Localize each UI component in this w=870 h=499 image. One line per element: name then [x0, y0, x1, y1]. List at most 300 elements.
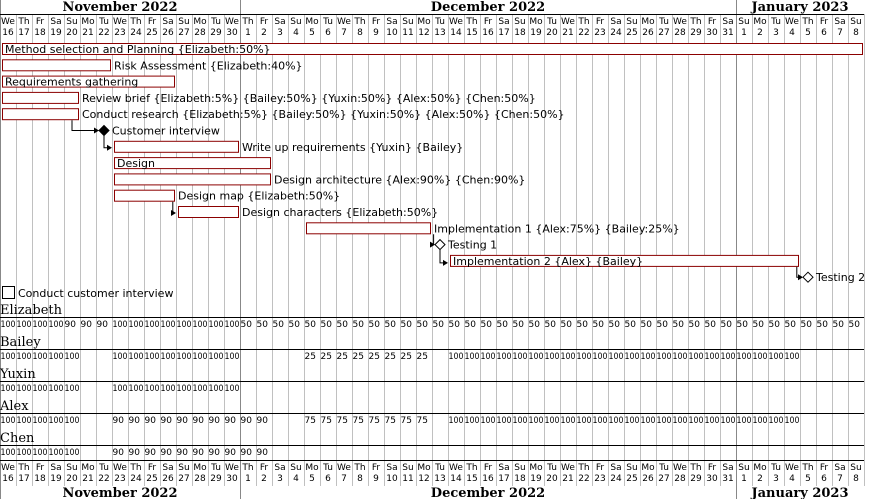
day-number-label: 22	[578, 474, 590, 484]
weekday-label: Tu	[99, 463, 109, 473]
resource-load-value: 50	[496, 320, 508, 330]
resource-load-value: 100	[48, 384, 64, 394]
weekday-label: Su	[850, 463, 862, 473]
weekday-label: Fr	[707, 463, 717, 473]
day-number-label: 15	[466, 28, 478, 38]
resource-load-value: 50	[592, 320, 604, 330]
resource-load-value: 100	[16, 320, 32, 330]
resource-load-value: 100	[496, 352, 512, 362]
weekday-label: Sa	[162, 17, 174, 27]
day-number-label: 23	[594, 28, 606, 38]
resource-load-value: 50	[544, 320, 556, 330]
resource-load-value: 100	[32, 384, 48, 394]
resource-load-value: 100	[640, 352, 656, 362]
resource-load-value: 50	[768, 320, 780, 330]
resource-load-value: 90	[176, 448, 188, 458]
weekday-label: Sa	[834, 463, 846, 473]
resource-load-value: 90	[224, 448, 236, 458]
day-number-label: 23	[114, 474, 126, 484]
resource-load-value: 50	[832, 320, 844, 330]
weekday-label: We	[225, 17, 239, 27]
resource-load-value: 50	[320, 320, 332, 330]
resource-load-value: 90	[112, 416, 124, 426]
weekday-label: Mo	[529, 463, 543, 473]
resource-load-value: 90	[192, 416, 204, 426]
resource-load-value: 100	[112, 384, 128, 394]
resource-load-value: 100	[0, 416, 16, 426]
dependency-arrow-head	[171, 210, 176, 216]
weekday-label: Su	[290, 17, 302, 27]
resource-load-value: 100	[592, 352, 608, 362]
resource-load-value: 50	[304, 320, 316, 330]
day-number-label: 7	[837, 28, 843, 38]
day-number-label: 15	[466, 474, 478, 484]
resource-load-value: 90	[224, 416, 236, 426]
resource-load-value: 100	[64, 416, 80, 426]
weekday-label: Su	[514, 463, 526, 473]
resource-load-value: 50	[784, 320, 796, 330]
resource-load-value: 100	[144, 352, 160, 362]
day-number-label: 25	[626, 474, 638, 484]
day-number-label: 28	[194, 474, 206, 484]
day-number-label: 7	[341, 474, 347, 484]
resource-load-value: 100	[704, 416, 720, 426]
day-number-label: 7	[837, 474, 843, 484]
weekday-label: Fr	[483, 463, 493, 473]
task-bar	[179, 207, 239, 218]
day-number-label: 19	[530, 474, 542, 484]
weekday-label: Su	[178, 463, 190, 473]
resource-load-value: 75	[368, 416, 380, 426]
resource-load-value: 100	[0, 320, 16, 330]
day-number-label: 13	[434, 28, 446, 38]
task-label: Review brief {Elizabeth:5%} {Bailey:50%} {Yuxin:50%} {Alex:50%} {Chen:50%}	[82, 91, 536, 105]
weekday-label: Th	[18, 463, 30, 473]
resource-load-value: 100	[720, 352, 736, 362]
weekday-label: Tu	[659, 17, 669, 27]
resource-load-value: 100	[480, 352, 496, 362]
day-number-label: 21	[562, 28, 574, 38]
resource-load-value: 50	[720, 320, 732, 330]
resource-load-value: 100	[160, 320, 176, 330]
milestone-marker	[803, 272, 813, 282]
day-number-label: 5	[805, 28, 811, 38]
resource-load-value: 100	[624, 352, 640, 362]
resource-load-value: 100	[48, 416, 64, 426]
resource-load-value: 100	[160, 384, 176, 394]
weekday-label: Mo	[193, 17, 207, 27]
weekday-label: Su	[738, 17, 750, 27]
weekday-label: Fr	[35, 17, 45, 27]
task-label: Requirements gathering	[5, 75, 139, 89]
resource-load-value: 100	[144, 384, 160, 394]
resource-load-value: 100	[608, 352, 624, 362]
resource-load-value: 75	[336, 416, 348, 426]
weekday-label: Th	[18, 17, 30, 27]
day-number-label: 22	[98, 474, 110, 484]
resource-load-value: 100	[736, 416, 752, 426]
day-number-label: 23	[594, 474, 606, 484]
weekday-label: Th	[130, 17, 142, 27]
day-number-label: 21	[562, 474, 574, 484]
day-number-label: 3	[773, 474, 779, 484]
resource-load-value: 100	[64, 448, 80, 458]
weekday-label: We	[785, 463, 799, 473]
day-number-label: 29	[210, 28, 222, 38]
day-number-label: 31	[722, 474, 734, 484]
resource-load-value: 100	[448, 352, 464, 362]
resource-load-value: 100	[128, 352, 144, 362]
day-number-label: 29	[690, 28, 702, 38]
day-number-label: 2	[261, 474, 267, 484]
resource-load-value: 90	[256, 416, 268, 426]
weekday-label: Su	[66, 463, 78, 473]
month-label-bottom: December 2022	[430, 486, 546, 499]
resource-load-value: 100	[496, 416, 512, 426]
weekday-label: Mo	[641, 17, 655, 27]
resource-load-value: 100	[16, 352, 32, 362]
day-number-label: 21	[82, 474, 94, 484]
resource-load-value: 100	[480, 416, 496, 426]
day-number-label: 19	[50, 474, 62, 484]
resource-load-value: 100	[768, 352, 784, 362]
resource-load-value: 100	[464, 416, 480, 426]
day-number-label: 5	[309, 474, 315, 484]
resource-load-value: 50	[352, 320, 364, 330]
resource-name: Yuxin	[0, 367, 36, 382]
resource-load-value: 100	[576, 416, 592, 426]
dependency-arrow-head	[443, 260, 448, 266]
task-bar	[115, 190, 175, 201]
day-number-label: 30	[226, 28, 238, 38]
day-number-label: 7	[341, 28, 347, 38]
weekday-label: Fr	[371, 17, 381, 27]
day-number-label: 26	[642, 28, 654, 38]
resource-load-value: 25	[336, 352, 348, 362]
resource-load-value: 100	[208, 384, 224, 394]
weekday-label: Sa	[610, 463, 622, 473]
weekday-label: Su	[738, 463, 750, 473]
day-number-label: 26	[162, 28, 174, 38]
day-number-label: 20	[546, 474, 558, 484]
resource-load-value: 50	[384, 320, 396, 330]
day-number-label: 2	[757, 28, 763, 38]
weekday-label: Tu	[99, 17, 109, 27]
weekday-label: Sa	[722, 17, 734, 27]
weekday-label: Mo	[417, 463, 431, 473]
resource-name: Alex	[0, 399, 29, 414]
weekday-label: Fr	[595, 17, 605, 27]
task-bar	[3, 92, 79, 103]
resource-load-value: 25	[384, 352, 396, 362]
resource-load-value: 100	[112, 352, 128, 362]
resource-load-value: 100	[528, 416, 544, 426]
weekday-label: Mo	[305, 463, 319, 473]
resource-load-value: 100	[128, 320, 144, 330]
resource-load-value: 90	[192, 448, 204, 458]
weekday-label: Tu	[771, 17, 781, 27]
day-number-label: 17	[498, 28, 510, 38]
weekday-label: We	[785, 17, 799, 27]
resource-load-value: 90	[160, 448, 172, 458]
resource-load-value: 100	[64, 352, 80, 362]
resource-load-value: 75	[320, 416, 332, 426]
resource-load-value: 50	[448, 320, 460, 330]
resource-name: Elizabeth	[0, 303, 63, 318]
resource-load-value: 50	[288, 320, 300, 330]
resource-load-value: 100	[192, 384, 208, 394]
day-number-label: 24	[610, 474, 622, 484]
weekday-label: Su	[66, 17, 78, 27]
weekday-label: Fr	[259, 17, 269, 27]
resource-load-value: 100	[176, 352, 192, 362]
resource-load-value: 90	[128, 416, 140, 426]
weekday-label: Tu	[771, 463, 781, 473]
weekday-label: Su	[514, 17, 526, 27]
task-label: Design map {Elizabeth:50%}	[178, 189, 341, 203]
task-bar	[115, 174, 271, 185]
resource-load-value: 100	[656, 352, 672, 362]
day-number-label: 12	[418, 474, 430, 484]
resource-load-value: 50	[272, 320, 284, 330]
resource-load-value: 100	[784, 416, 800, 426]
dependency-arrow	[72, 120, 95, 130]
day-number-label: 16	[482, 28, 494, 38]
dependency-arrow-head	[107, 145, 112, 151]
resource-load-value: 100	[16, 416, 32, 426]
resource-load-value: 50	[848, 320, 860, 330]
resource-load-value: 100	[128, 384, 144, 394]
day-number-label: 4	[789, 474, 795, 484]
resource-load-value: 75	[304, 416, 316, 426]
resource-load-value: 100	[768, 416, 784, 426]
resource-load-value: 50	[816, 320, 828, 330]
resource-load-value: 100	[160, 352, 176, 362]
day-number-label: 25	[626, 28, 638, 38]
day-number-label: 17	[498, 474, 510, 484]
resource-load-value: 50	[800, 320, 812, 330]
day-number-label: 6	[325, 474, 331, 484]
resource-load-value: 100	[224, 352, 240, 362]
day-number-label: 26	[642, 474, 654, 484]
resource-load-value: 100	[0, 352, 16, 362]
resource-load-value: 50	[640, 320, 652, 330]
day-number-label: 28	[674, 28, 686, 38]
day-number-label: 13	[434, 474, 446, 484]
resource-load-value: 50	[528, 320, 540, 330]
weekday-label: Sa	[274, 17, 286, 27]
resource-load-value: 90	[128, 448, 140, 458]
weekday-label: Fr	[595, 463, 605, 473]
day-number-label: 2	[261, 28, 267, 38]
resource-load-value: 100	[784, 352, 800, 362]
task-label: Design architecture {Alex:90%} {Chen:90%}	[274, 173, 526, 187]
day-number-label: 11	[402, 28, 414, 38]
day-number-label: 29	[690, 474, 702, 484]
weekday-label: Mo	[81, 463, 95, 473]
resource-load-value: 50	[624, 320, 636, 330]
resource-load-value: 100	[512, 352, 528, 362]
resource-load-value: 75	[416, 416, 428, 426]
resource-load-value: 50	[416, 320, 428, 330]
resource-load-value: 100	[592, 416, 608, 426]
resource-load-value: 90	[96, 320, 108, 330]
day-number-label: 30	[226, 474, 238, 484]
weekday-label: Sa	[386, 17, 398, 27]
day-number-label: 8	[853, 28, 859, 38]
resource-load-value: 100	[624, 416, 640, 426]
day-number-label: 18	[514, 474, 526, 484]
weekday-label: We	[673, 17, 687, 27]
resource-load-value: 100	[48, 352, 64, 362]
milestone-label: Testing 1	[448, 238, 498, 252]
weekday-label: Su	[850, 17, 862, 27]
resource-load-value: 50	[480, 320, 492, 330]
weekday-label: Th	[802, 17, 814, 27]
weekday-label: We	[337, 463, 351, 473]
resource-load-value: 100	[32, 352, 48, 362]
resource-load-value: 50	[736, 320, 748, 330]
weekday-label: Mo	[753, 463, 767, 473]
day-number-label: 4	[789, 28, 795, 38]
resource-load-value: 90	[80, 320, 92, 330]
resource-load-value: 90	[208, 416, 220, 426]
month-label-top: January 2023	[751, 0, 849, 15]
resource-load-value: 100	[688, 352, 704, 362]
day-number-label: 24	[130, 28, 142, 38]
day-number-label: 12	[418, 28, 430, 38]
weekday-label: Sa	[498, 17, 510, 27]
weekday-label: Sa	[834, 17, 846, 27]
weekday-label: Fr	[147, 17, 157, 27]
resource-load-value: 100	[544, 416, 560, 426]
day-number-label: 28	[194, 28, 206, 38]
day-number-label: 21	[82, 28, 94, 38]
resource-load-value: 50	[400, 320, 412, 330]
day-number-label: 16	[482, 474, 494, 484]
day-number-label: 5	[309, 28, 315, 38]
resource-load-value: 90	[240, 448, 252, 458]
day-number-label: 24	[610, 28, 622, 38]
resource-load-value: 100	[208, 352, 224, 362]
weekday-label: We	[449, 17, 463, 27]
weekday-label: Tu	[323, 17, 333, 27]
resource-load-value: 25	[352, 352, 364, 362]
day-number-label: 27	[658, 28, 670, 38]
day-number-label: 18	[34, 474, 46, 484]
resource-load-value: 100	[464, 352, 480, 362]
day-number-label: 20	[66, 28, 78, 38]
weekday-label: Fr	[259, 463, 269, 473]
resource-load-value: 50	[560, 320, 572, 330]
resource-load-value: 100	[736, 352, 752, 362]
weekday-label: Mo	[305, 17, 319, 27]
weekday-label: Th	[578, 17, 590, 27]
resource-load-value: 100	[704, 352, 720, 362]
day-number-label: 19	[530, 28, 542, 38]
day-number-label: 17	[18, 28, 30, 38]
weekday-label: Mo	[81, 17, 95, 27]
resource-load-value: 100	[512, 416, 528, 426]
resource-load-value: 100	[672, 352, 688, 362]
day-number-label: 23	[114, 28, 126, 38]
weekday-label: We	[449, 463, 463, 473]
weekday-label: We	[113, 463, 127, 473]
day-number-label: 3	[277, 28, 283, 38]
day-number-label: 30	[706, 28, 718, 38]
weekday-label: Sa	[162, 463, 174, 473]
weekday-label: Sa	[498, 463, 510, 473]
resource-load-value: 50	[368, 320, 380, 330]
weekday-label: We	[1, 17, 15, 27]
resource-load-value: 100	[48, 448, 64, 458]
resource-load-value: 100	[176, 384, 192, 394]
weekday-label: We	[337, 17, 351, 27]
resource-load-value: 100	[224, 320, 240, 330]
day-number-label: 27	[658, 474, 670, 484]
resource-load-value: 50	[256, 320, 268, 330]
weekday-label: Tu	[435, 463, 445, 473]
day-number-label: 19	[50, 28, 62, 38]
day-number-label: 30	[706, 474, 718, 484]
task-label: Conduct research {Elizabeth:5%} {Bailey:50%} {Yuxin:50%} {Alex:50%} {Chen:50%}	[82, 108, 565, 122]
task-label: Write up requirements {Yuxin} {Bailey}	[242, 140, 464, 154]
resource-load-value: 50	[576, 320, 588, 330]
weekday-label: We	[1, 463, 15, 473]
resource-load-value: 75	[400, 416, 412, 426]
day-number-label: 22	[98, 28, 110, 38]
resource-load-value: 25	[368, 352, 380, 362]
weekday-label: Th	[354, 17, 366, 27]
milestone-marker	[99, 126, 109, 136]
resource-load-value: 100	[64, 384, 80, 394]
day-number-label: 10	[386, 28, 398, 38]
resource-load-value: 100	[688, 416, 704, 426]
day-number-label: 27	[178, 28, 190, 38]
weekday-label: Th	[354, 463, 366, 473]
weekday-label: Mo	[753, 17, 767, 27]
resource-load-value: 90	[256, 448, 268, 458]
weekday-label: Fr	[147, 463, 157, 473]
resource-load-value: 50	[688, 320, 700, 330]
resource-load-value: 100	[192, 320, 208, 330]
weekday-label: Fr	[483, 17, 493, 27]
resource-name: Bailey	[0, 335, 41, 350]
weekday-label: Su	[402, 17, 414, 27]
weekday-label: Sa	[50, 463, 62, 473]
weekday-label: Th	[466, 463, 478, 473]
resource-load-value: 100	[528, 352, 544, 362]
day-number-label: 1	[741, 474, 747, 484]
month-label-top: December 2022	[430, 0, 546, 15]
resource-load-value: 100	[144, 320, 160, 330]
weekday-label: Tu	[547, 17, 557, 27]
resource-load-value: 100	[0, 448, 16, 458]
resource-name: Chen	[0, 431, 35, 446]
weekday-label: Mo	[417, 17, 431, 27]
resource-load-value: 25	[320, 352, 332, 362]
resource-load-value: 100	[32, 320, 48, 330]
day-number-label: 24	[130, 474, 142, 484]
weekday-label: Sa	[386, 463, 398, 473]
resource-load-value: 50	[336, 320, 348, 330]
weekday-label: Fr	[707, 17, 717, 27]
weekday-label: Mo	[193, 463, 207, 473]
task-bar	[115, 141, 239, 152]
resource-load-value: 50	[240, 320, 252, 330]
day-number-label: 25	[146, 28, 158, 38]
day-number-label: 3	[277, 474, 283, 484]
